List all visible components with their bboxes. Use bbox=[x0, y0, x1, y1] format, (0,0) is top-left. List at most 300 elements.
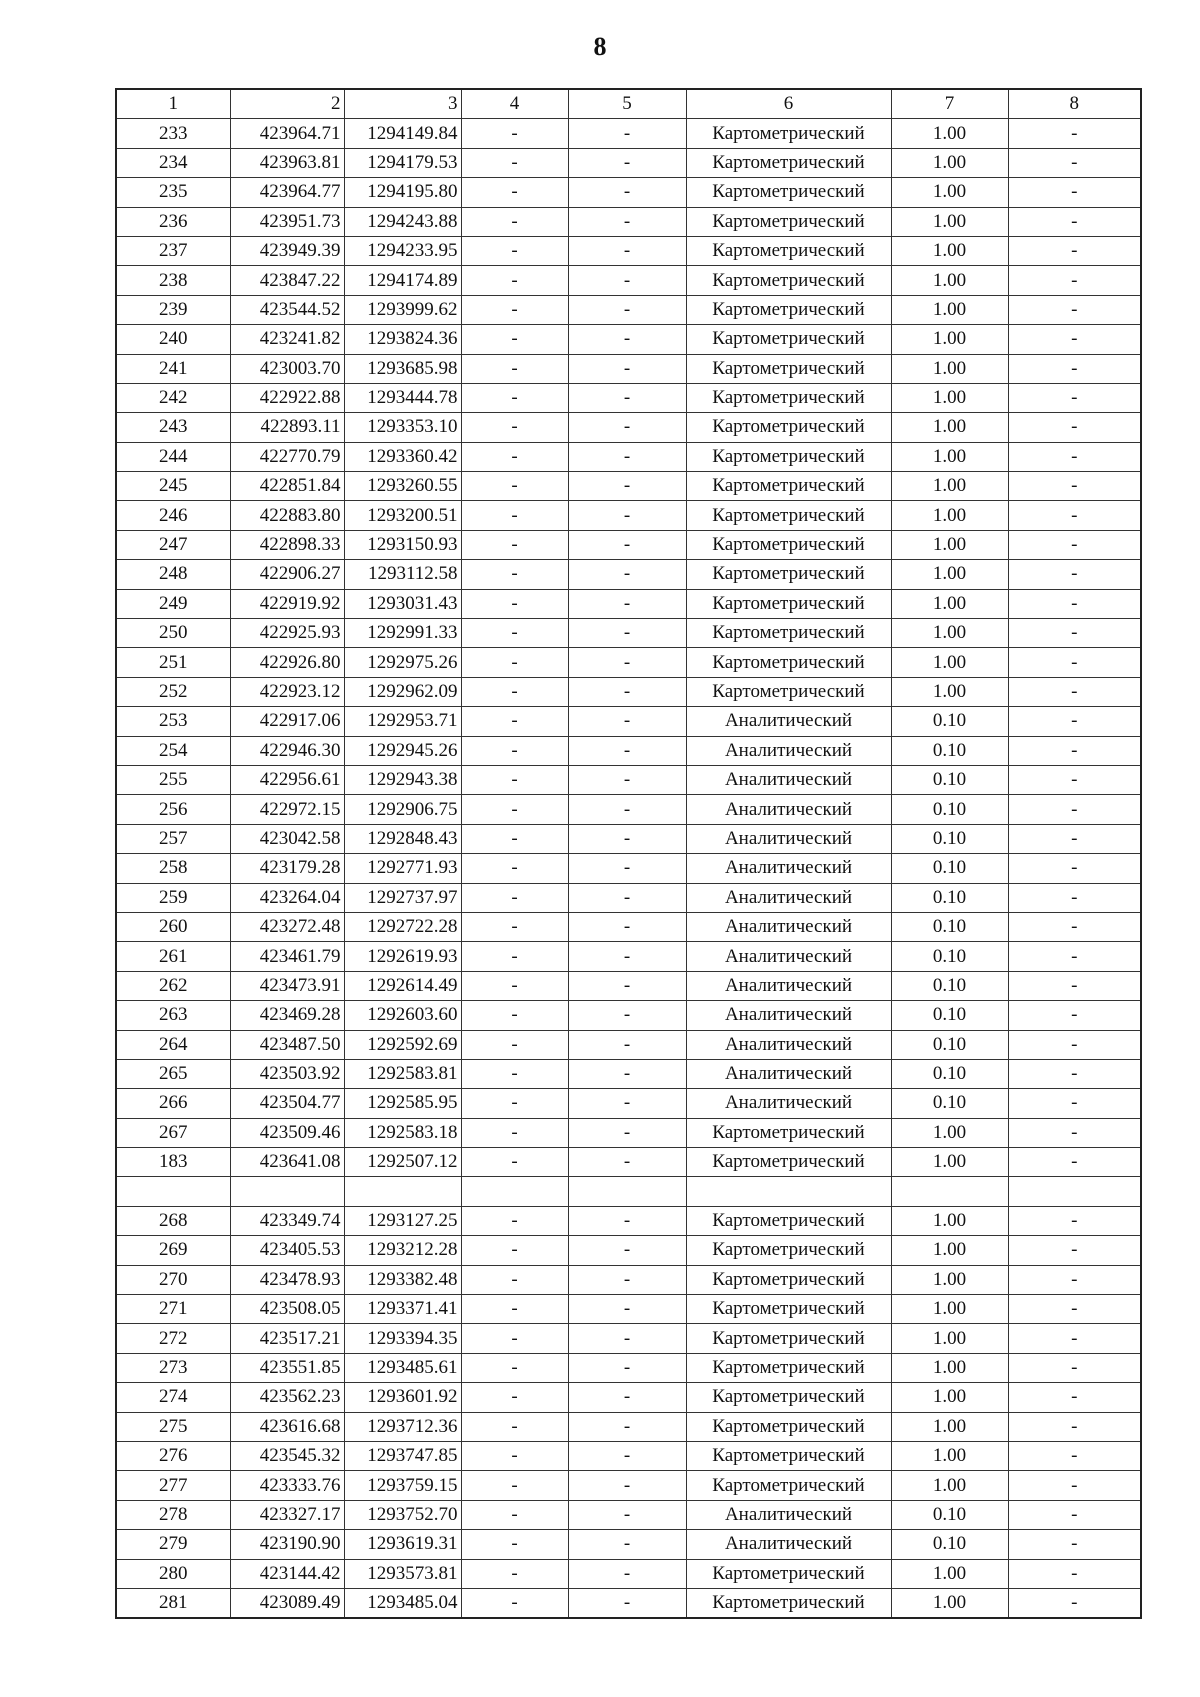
cell-col-4: - bbox=[461, 1118, 568, 1147]
cell-col-5: - bbox=[568, 677, 686, 706]
cell-method: Картометрический bbox=[686, 148, 891, 177]
column-header-col-5: 5 bbox=[568, 89, 686, 119]
cell-y-coordinate: 1293127.25 bbox=[344, 1206, 461, 1235]
table-row bbox=[116, 501, 1141, 530]
cell-method: Аналитический bbox=[686, 707, 891, 736]
cell-point-number: 251 bbox=[116, 648, 230, 677]
cell-y-coordinate: 1292943.38 bbox=[344, 765, 461, 794]
cell-y-coordinate: 1293394.35 bbox=[344, 1324, 461, 1353]
cell-col-8: - bbox=[1008, 736, 1141, 765]
coordinates-table bbox=[115, 88, 1142, 1619]
cell-x-coordinate: 423487.50 bbox=[230, 1030, 344, 1059]
table-row bbox=[116, 178, 1141, 207]
cell-col-8: - bbox=[1008, 1588, 1141, 1618]
cell-col-4: - bbox=[461, 736, 568, 765]
table-row bbox=[116, 1148, 1141, 1177]
cell-method: Картометрический bbox=[686, 560, 891, 589]
table-row bbox=[116, 383, 1141, 412]
cell-method: Аналитический bbox=[686, 912, 891, 941]
cell-col-5: - bbox=[568, 413, 686, 442]
cell-point-number: 273 bbox=[116, 1353, 230, 1382]
table-row bbox=[116, 1177, 1141, 1206]
cell-col-5: - bbox=[568, 1324, 686, 1353]
cell-col-4: - bbox=[461, 1383, 568, 1412]
cell-x-coordinate: 422946.30 bbox=[230, 736, 344, 765]
cell-method: Картометрический bbox=[686, 589, 891, 618]
cell-point-number: 242 bbox=[116, 383, 230, 412]
cell-method: Картометрический bbox=[686, 413, 891, 442]
cell-col-8: - bbox=[1008, 148, 1141, 177]
cell-col-5: - bbox=[568, 1059, 686, 1088]
cell-y-coordinate: 1293712.36 bbox=[344, 1412, 461, 1441]
cell-col-5: - bbox=[568, 1353, 686, 1382]
cell-col-8: - bbox=[1008, 1530, 1141, 1559]
page-number: 8 bbox=[593, 32, 607, 61]
cell-y-coordinate: 1293360.42 bbox=[344, 442, 461, 471]
cell-x-coordinate: 423544.52 bbox=[230, 295, 344, 324]
cell-point-number: 241 bbox=[116, 354, 230, 383]
cell-method: Картометрический bbox=[686, 266, 891, 295]
cell-method: Картометрический bbox=[686, 354, 891, 383]
cell-accuracy: 1.00 bbox=[891, 295, 1008, 324]
cell-col-8: - bbox=[1008, 1089, 1141, 1118]
cell-col-5: - bbox=[568, 354, 686, 383]
cell-col-4: - bbox=[461, 1148, 568, 1177]
cell-col-8: - bbox=[1008, 1265, 1141, 1294]
cell-accuracy: 0.10 bbox=[891, 765, 1008, 794]
cell-point-number: 240 bbox=[116, 325, 230, 354]
cell-col-4: - bbox=[461, 619, 568, 648]
cell-y-coordinate: 1293031.43 bbox=[344, 589, 461, 618]
table-row bbox=[116, 472, 1141, 501]
cell-y-coordinate: 1293601.92 bbox=[344, 1383, 461, 1412]
cell-accuracy: 0.10 bbox=[891, 1500, 1008, 1529]
cell-method: Аналитический bbox=[686, 971, 891, 1000]
cell-col-4: - bbox=[461, 765, 568, 794]
cell-point-number: 249 bbox=[116, 589, 230, 618]
cell-x-coordinate: 423508.05 bbox=[230, 1295, 344, 1324]
cell-col-8: - bbox=[1008, 854, 1141, 883]
cell-method: Картометрический bbox=[686, 530, 891, 559]
table-row bbox=[116, 795, 1141, 824]
cell-y-coordinate: 1294233.95 bbox=[344, 236, 461, 265]
cell-method: Картометрический bbox=[686, 501, 891, 530]
cell-col-8: - bbox=[1008, 1412, 1141, 1441]
cell-x-coordinate: 422919.92 bbox=[230, 589, 344, 618]
header-row bbox=[116, 89, 1141, 119]
cell-x-coordinate: 423949.39 bbox=[230, 236, 344, 265]
cell-col-8: - bbox=[1008, 1441, 1141, 1470]
cell-col-8: - bbox=[1008, 1324, 1141, 1353]
cell-col-8: - bbox=[1008, 472, 1141, 501]
cell-col-8: - bbox=[1008, 942, 1141, 971]
cell-col-4: - bbox=[461, 795, 568, 824]
cell-col-4: - bbox=[461, 119, 568, 148]
table-row bbox=[116, 354, 1141, 383]
cell-col-5: - bbox=[568, 383, 686, 412]
cell-accuracy: 1.00 bbox=[891, 119, 1008, 148]
cell-method: Картометрический bbox=[686, 1559, 891, 1588]
cell-col-8: - bbox=[1008, 765, 1141, 794]
cell-point-number: 235 bbox=[116, 178, 230, 207]
cell-method: Картометрический bbox=[686, 1441, 891, 1470]
cell-point-number: 261 bbox=[116, 942, 230, 971]
cell-accuracy: 0.10 bbox=[891, 1530, 1008, 1559]
cell-point-number: 245 bbox=[116, 472, 230, 501]
cell-y-coordinate: 1292991.33 bbox=[344, 619, 461, 648]
cell-method: Картометрический bbox=[686, 1118, 891, 1147]
cell-accuracy: 1.00 bbox=[891, 1441, 1008, 1470]
cell-y-coordinate: 1293747.85 bbox=[344, 1441, 461, 1470]
cell-col-5: - bbox=[568, 1412, 686, 1441]
table-row bbox=[116, 1471, 1141, 1500]
cell-col-5: - bbox=[568, 1295, 686, 1324]
cell-col-8: - bbox=[1008, 824, 1141, 853]
cell-x-coordinate: 423327.17 bbox=[230, 1500, 344, 1529]
cell-col-8: - bbox=[1008, 560, 1141, 589]
cell-point-number: 263 bbox=[116, 1001, 230, 1030]
cell-col-5: - bbox=[568, 824, 686, 853]
cell-col-4: - bbox=[461, 1324, 568, 1353]
cell-accuracy: 1.00 bbox=[891, 619, 1008, 648]
cell-y-coordinate: 1292906.75 bbox=[344, 795, 461, 824]
cell-method: Аналитический bbox=[686, 736, 891, 765]
cell-col-5: - bbox=[568, 795, 686, 824]
cell-x-coordinate: 423461.79 bbox=[230, 942, 344, 971]
cell-col-5: - bbox=[568, 266, 686, 295]
cell-point-number: 239 bbox=[116, 295, 230, 324]
cell-method: Картометрический bbox=[686, 325, 891, 354]
table-row bbox=[116, 1236, 1141, 1265]
cell-x-coordinate: 423964.77 bbox=[230, 178, 344, 207]
cell-col-5: - bbox=[568, 971, 686, 1000]
cell-accuracy: 1.00 bbox=[891, 1471, 1008, 1500]
cell-method: Картометрический bbox=[686, 619, 891, 648]
cell-method: Аналитический bbox=[686, 1089, 891, 1118]
cell-point-number: 247 bbox=[116, 530, 230, 559]
cell-col-8: - bbox=[1008, 1206, 1141, 1235]
cell-method: Картометрический bbox=[686, 1353, 891, 1382]
cell-x-coordinate: 422851.84 bbox=[230, 472, 344, 501]
cell-accuracy: 1.00 bbox=[891, 413, 1008, 442]
cell-x-coordinate: 423503.92 bbox=[230, 1059, 344, 1088]
cell-accuracy: 1.00 bbox=[891, 1206, 1008, 1235]
table-row bbox=[116, 677, 1141, 706]
cell-col-4: - bbox=[461, 1206, 568, 1235]
cell-col-8: - bbox=[1008, 413, 1141, 442]
cell-method: Картометрический bbox=[686, 1206, 891, 1235]
table-row bbox=[116, 442, 1141, 471]
cell-accuracy: 0.10 bbox=[891, 824, 1008, 853]
cell-col-8: - bbox=[1008, 1500, 1141, 1529]
cell-y-coordinate: 1293759.15 bbox=[344, 1471, 461, 1500]
cell-method: Картометрический bbox=[686, 383, 891, 412]
cell-point-number: 267 bbox=[116, 1118, 230, 1147]
table-row bbox=[116, 736, 1141, 765]
cell-x-coordinate: 423551.85 bbox=[230, 1353, 344, 1382]
cell-col-8: - bbox=[1008, 1383, 1141, 1412]
cell-col-8: - bbox=[1008, 971, 1141, 1000]
cell-accuracy: 1.00 bbox=[891, 1148, 1008, 1177]
cell-x-coordinate: 423272.48 bbox=[230, 912, 344, 941]
cell-accuracy: 1.00 bbox=[891, 530, 1008, 559]
table-row bbox=[116, 883, 1141, 912]
cell-method: Картометрический bbox=[686, 677, 891, 706]
cell-x-coordinate: 422906.27 bbox=[230, 560, 344, 589]
cell-point-number: 246 bbox=[116, 501, 230, 530]
table-row bbox=[116, 266, 1141, 295]
cell-accuracy: 1.00 bbox=[891, 207, 1008, 236]
cell-x-coordinate: 423264.04 bbox=[230, 883, 344, 912]
cell-y-coordinate: 1292848.43 bbox=[344, 824, 461, 853]
cell-point-number: 278 bbox=[116, 1500, 230, 1529]
cell-col-5: - bbox=[568, 1500, 686, 1529]
cell-accuracy: 1.00 bbox=[891, 266, 1008, 295]
cell-col-4: - bbox=[461, 354, 568, 383]
cell-accuracy: 0.10 bbox=[891, 1001, 1008, 1030]
table-row bbox=[116, 619, 1141, 648]
cell-col-5: - bbox=[568, 1265, 686, 1294]
cell-method: Картометрический bbox=[686, 1236, 891, 1265]
table-row bbox=[116, 824, 1141, 853]
cell-col-8: - bbox=[1008, 648, 1141, 677]
cell-method: Аналитический bbox=[686, 824, 891, 853]
cell-y-coordinate: 1293200.51 bbox=[344, 501, 461, 530]
column-header-method: 6 bbox=[686, 89, 891, 119]
cell-accuracy: 0.10 bbox=[891, 912, 1008, 941]
column-header-x-coordinate: 2 bbox=[230, 89, 344, 119]
cell-point-number: 279 bbox=[116, 1530, 230, 1559]
cell-col-8: - bbox=[1008, 442, 1141, 471]
cell-point-number: 258 bbox=[116, 854, 230, 883]
cell-accuracy: 1.00 bbox=[891, 589, 1008, 618]
cell-x-coordinate: 422923.12 bbox=[230, 677, 344, 706]
cell-x-coordinate: 423847.22 bbox=[230, 266, 344, 295]
cell-y-coordinate: 1293353.10 bbox=[344, 413, 461, 442]
cell-point-number: 277 bbox=[116, 1471, 230, 1500]
cell-accuracy: 1.00 bbox=[891, 442, 1008, 471]
cell-y-coordinate: 1292585.95 bbox=[344, 1089, 461, 1118]
cell-col-5: - bbox=[568, 1559, 686, 1588]
cell-col-5: - bbox=[568, 1206, 686, 1235]
cell-col-5: - bbox=[568, 1441, 686, 1470]
column-header-accuracy: 7 bbox=[891, 89, 1008, 119]
cell-col-4: - bbox=[461, 1353, 568, 1382]
cell-method: Аналитический bbox=[686, 1030, 891, 1059]
cell-col-8: - bbox=[1008, 501, 1141, 530]
cell-point-number: 256 bbox=[116, 795, 230, 824]
cell-col-4: - bbox=[461, 560, 568, 589]
cell-x-coordinate: 423562.23 bbox=[230, 1383, 344, 1412]
cell-accuracy: 1.00 bbox=[891, 1118, 1008, 1147]
cell-x-coordinate: 423241.82 bbox=[230, 325, 344, 354]
cell-y-coordinate: 1292583.81 bbox=[344, 1059, 461, 1088]
cell-x-coordinate: 422893.11 bbox=[230, 413, 344, 442]
cell-col-4: - bbox=[461, 1295, 568, 1324]
cell-col-5: - bbox=[568, 589, 686, 618]
cell-accuracy: 1.00 bbox=[891, 560, 1008, 589]
cell-point-number: 262 bbox=[116, 971, 230, 1000]
cell-y-coordinate: 1293824.36 bbox=[344, 325, 461, 354]
cell-x-coordinate: 422926.80 bbox=[230, 648, 344, 677]
cell-x-coordinate: 422925.93 bbox=[230, 619, 344, 648]
cell-accuracy: 1.00 bbox=[891, 354, 1008, 383]
cell-y-coordinate: 1292975.26 bbox=[344, 648, 461, 677]
cell-accuracy: 1.00 bbox=[891, 1588, 1008, 1618]
cell-col-5: - bbox=[568, 619, 686, 648]
cell-col-8: - bbox=[1008, 677, 1141, 706]
cell-col-5: - bbox=[568, 1089, 686, 1118]
cell-accuracy: 1.00 bbox=[891, 325, 1008, 354]
table-row bbox=[116, 1089, 1141, 1118]
cell-method: Аналитический bbox=[686, 1530, 891, 1559]
cell-col-8: - bbox=[1008, 1471, 1141, 1500]
cell-y-coordinate: 1292953.71 bbox=[344, 707, 461, 736]
table-row bbox=[116, 530, 1141, 559]
cell-point-number: 252 bbox=[116, 677, 230, 706]
cell-col-5: - bbox=[568, 530, 686, 559]
cell-accuracy: 1.00 bbox=[891, 677, 1008, 706]
cell-x-coordinate: 423003.70 bbox=[230, 354, 344, 383]
cell-col-4: - bbox=[461, 148, 568, 177]
table-row bbox=[116, 295, 1141, 324]
cell-accuracy: 1.00 bbox=[891, 1236, 1008, 1265]
cell-col-4: - bbox=[461, 178, 568, 207]
cell-accuracy: 0.10 bbox=[891, 736, 1008, 765]
cell-x-coordinate: 423469.28 bbox=[230, 1001, 344, 1030]
cell-method: Картометрический bbox=[686, 178, 891, 207]
cell-col-8: - bbox=[1008, 1353, 1141, 1382]
cell-point-number: 266 bbox=[116, 1089, 230, 1118]
cell-method: Картометрический bbox=[686, 648, 891, 677]
cell-method: Аналитический bbox=[686, 765, 891, 794]
cell-col-8: - bbox=[1008, 1030, 1141, 1059]
cell-col-4: - bbox=[461, 1236, 568, 1265]
table-row bbox=[116, 560, 1141, 589]
cell-accuracy: 0.10 bbox=[891, 707, 1008, 736]
cell-x-coordinate: 422956.61 bbox=[230, 765, 344, 794]
cell-y-coordinate: 1293999.62 bbox=[344, 295, 461, 324]
cell-col-8: - bbox=[1008, 383, 1141, 412]
cell-accuracy: 0.10 bbox=[891, 795, 1008, 824]
cell-point-number: 276 bbox=[116, 1441, 230, 1470]
table-body bbox=[116, 119, 1141, 1618]
cell-y-coordinate: 1292614.49 bbox=[344, 971, 461, 1000]
cell-col-5: - bbox=[568, 1148, 686, 1177]
cell-col-4: - bbox=[461, 207, 568, 236]
cell-col-5: - bbox=[568, 207, 686, 236]
cell-accuracy: 0.10 bbox=[891, 854, 1008, 883]
cell-x-coordinate: 422917.06 bbox=[230, 707, 344, 736]
cell-method: Аналитический bbox=[686, 942, 891, 971]
cell-method: Аналитический bbox=[686, 1059, 891, 1088]
cell-x-coordinate: 423509.46 bbox=[230, 1118, 344, 1147]
cell-accuracy: 1.00 bbox=[891, 148, 1008, 177]
cell-col-5: - bbox=[568, 648, 686, 677]
cell-col-5 bbox=[568, 1177, 686, 1206]
cell-point-number: 260 bbox=[116, 912, 230, 941]
table-row bbox=[116, 854, 1141, 883]
table-row bbox=[116, 148, 1141, 177]
cell-y-coordinate: 1292962.09 bbox=[344, 677, 461, 706]
cell-y-coordinate: 1294174.89 bbox=[344, 266, 461, 295]
cell-x-coordinate: 423951.73 bbox=[230, 207, 344, 236]
cell-col-8: - bbox=[1008, 266, 1141, 295]
cell-x-coordinate: 422883.80 bbox=[230, 501, 344, 530]
cell-accuracy: 1.00 bbox=[891, 1265, 1008, 1294]
cell-point-number: 257 bbox=[116, 824, 230, 853]
table-row bbox=[116, 942, 1141, 971]
cell-accuracy: 1.00 bbox=[891, 178, 1008, 207]
cell-y-coordinate: 1293485.61 bbox=[344, 1353, 461, 1382]
cell-col-8: - bbox=[1008, 530, 1141, 559]
cell-x-coordinate: 422770.79 bbox=[230, 442, 344, 471]
cell-y-coordinate: 1293212.28 bbox=[344, 1236, 461, 1265]
cell-point-number: 248 bbox=[116, 560, 230, 589]
cell-col-4: - bbox=[461, 912, 568, 941]
cell-point-number: 236 bbox=[116, 207, 230, 236]
cell-x-coordinate: 422922.88 bbox=[230, 383, 344, 412]
cell-col-8: - bbox=[1008, 1001, 1141, 1030]
table-row bbox=[116, 648, 1141, 677]
cell-accuracy: 0.10 bbox=[891, 1030, 1008, 1059]
cell-col-4: - bbox=[461, 1030, 568, 1059]
cell-method: Картометрический bbox=[686, 295, 891, 324]
cell-col-4: - bbox=[461, 1089, 568, 1118]
cell-x-coordinate: 423042.58 bbox=[230, 824, 344, 853]
cell-point-number: 237 bbox=[116, 236, 230, 265]
cell-x-coordinate: 423504.77 bbox=[230, 1089, 344, 1118]
cell-method: Картометрический bbox=[686, 1383, 891, 1412]
cell-accuracy: 1.00 bbox=[891, 383, 1008, 412]
cell-method: Картометрический bbox=[686, 236, 891, 265]
cell-col-4: - bbox=[461, 1001, 568, 1030]
cell-col-5: - bbox=[568, 707, 686, 736]
cell-accuracy bbox=[891, 1177, 1008, 1206]
cell-accuracy: 0.10 bbox=[891, 1059, 1008, 1088]
table-row bbox=[116, 1530, 1141, 1559]
cell-col-4: - bbox=[461, 1265, 568, 1294]
cell-y-coordinate: 1293112.58 bbox=[344, 560, 461, 589]
cell-col-8: - bbox=[1008, 236, 1141, 265]
cell-col-8: - bbox=[1008, 1295, 1141, 1324]
cell-method: Картометрический bbox=[686, 1471, 891, 1500]
table-row bbox=[116, 971, 1141, 1000]
cell-y-coordinate: 1292619.93 bbox=[344, 942, 461, 971]
cell-col-8: - bbox=[1008, 883, 1141, 912]
cell-method: Аналитический bbox=[686, 1500, 891, 1529]
cell-y-coordinate: 1293260.55 bbox=[344, 472, 461, 501]
cell-method: Картометрический bbox=[686, 1588, 891, 1618]
cell-point-number: 265 bbox=[116, 1059, 230, 1088]
cell-method: Картометрический bbox=[686, 472, 891, 501]
cell-point-number: 250 bbox=[116, 619, 230, 648]
cell-point-number: 269 bbox=[116, 1236, 230, 1265]
cell-col-8: - bbox=[1008, 619, 1141, 648]
cell-y-coordinate: 1293382.48 bbox=[344, 1265, 461, 1294]
cell-col-5: - bbox=[568, 765, 686, 794]
cell-method: Аналитический bbox=[686, 883, 891, 912]
table-header bbox=[116, 89, 1141, 119]
cell-point-number: 243 bbox=[116, 413, 230, 442]
cell-point-number: 253 bbox=[116, 707, 230, 736]
cell-col-4: - bbox=[461, 472, 568, 501]
cell-method: Картометрический bbox=[686, 1148, 891, 1177]
cell-point-number: 183 bbox=[116, 1148, 230, 1177]
cell-method: Картометрический bbox=[686, 119, 891, 148]
cell-col-5: - bbox=[568, 1001, 686, 1030]
cell-y-coordinate: 1293619.31 bbox=[344, 1530, 461, 1559]
